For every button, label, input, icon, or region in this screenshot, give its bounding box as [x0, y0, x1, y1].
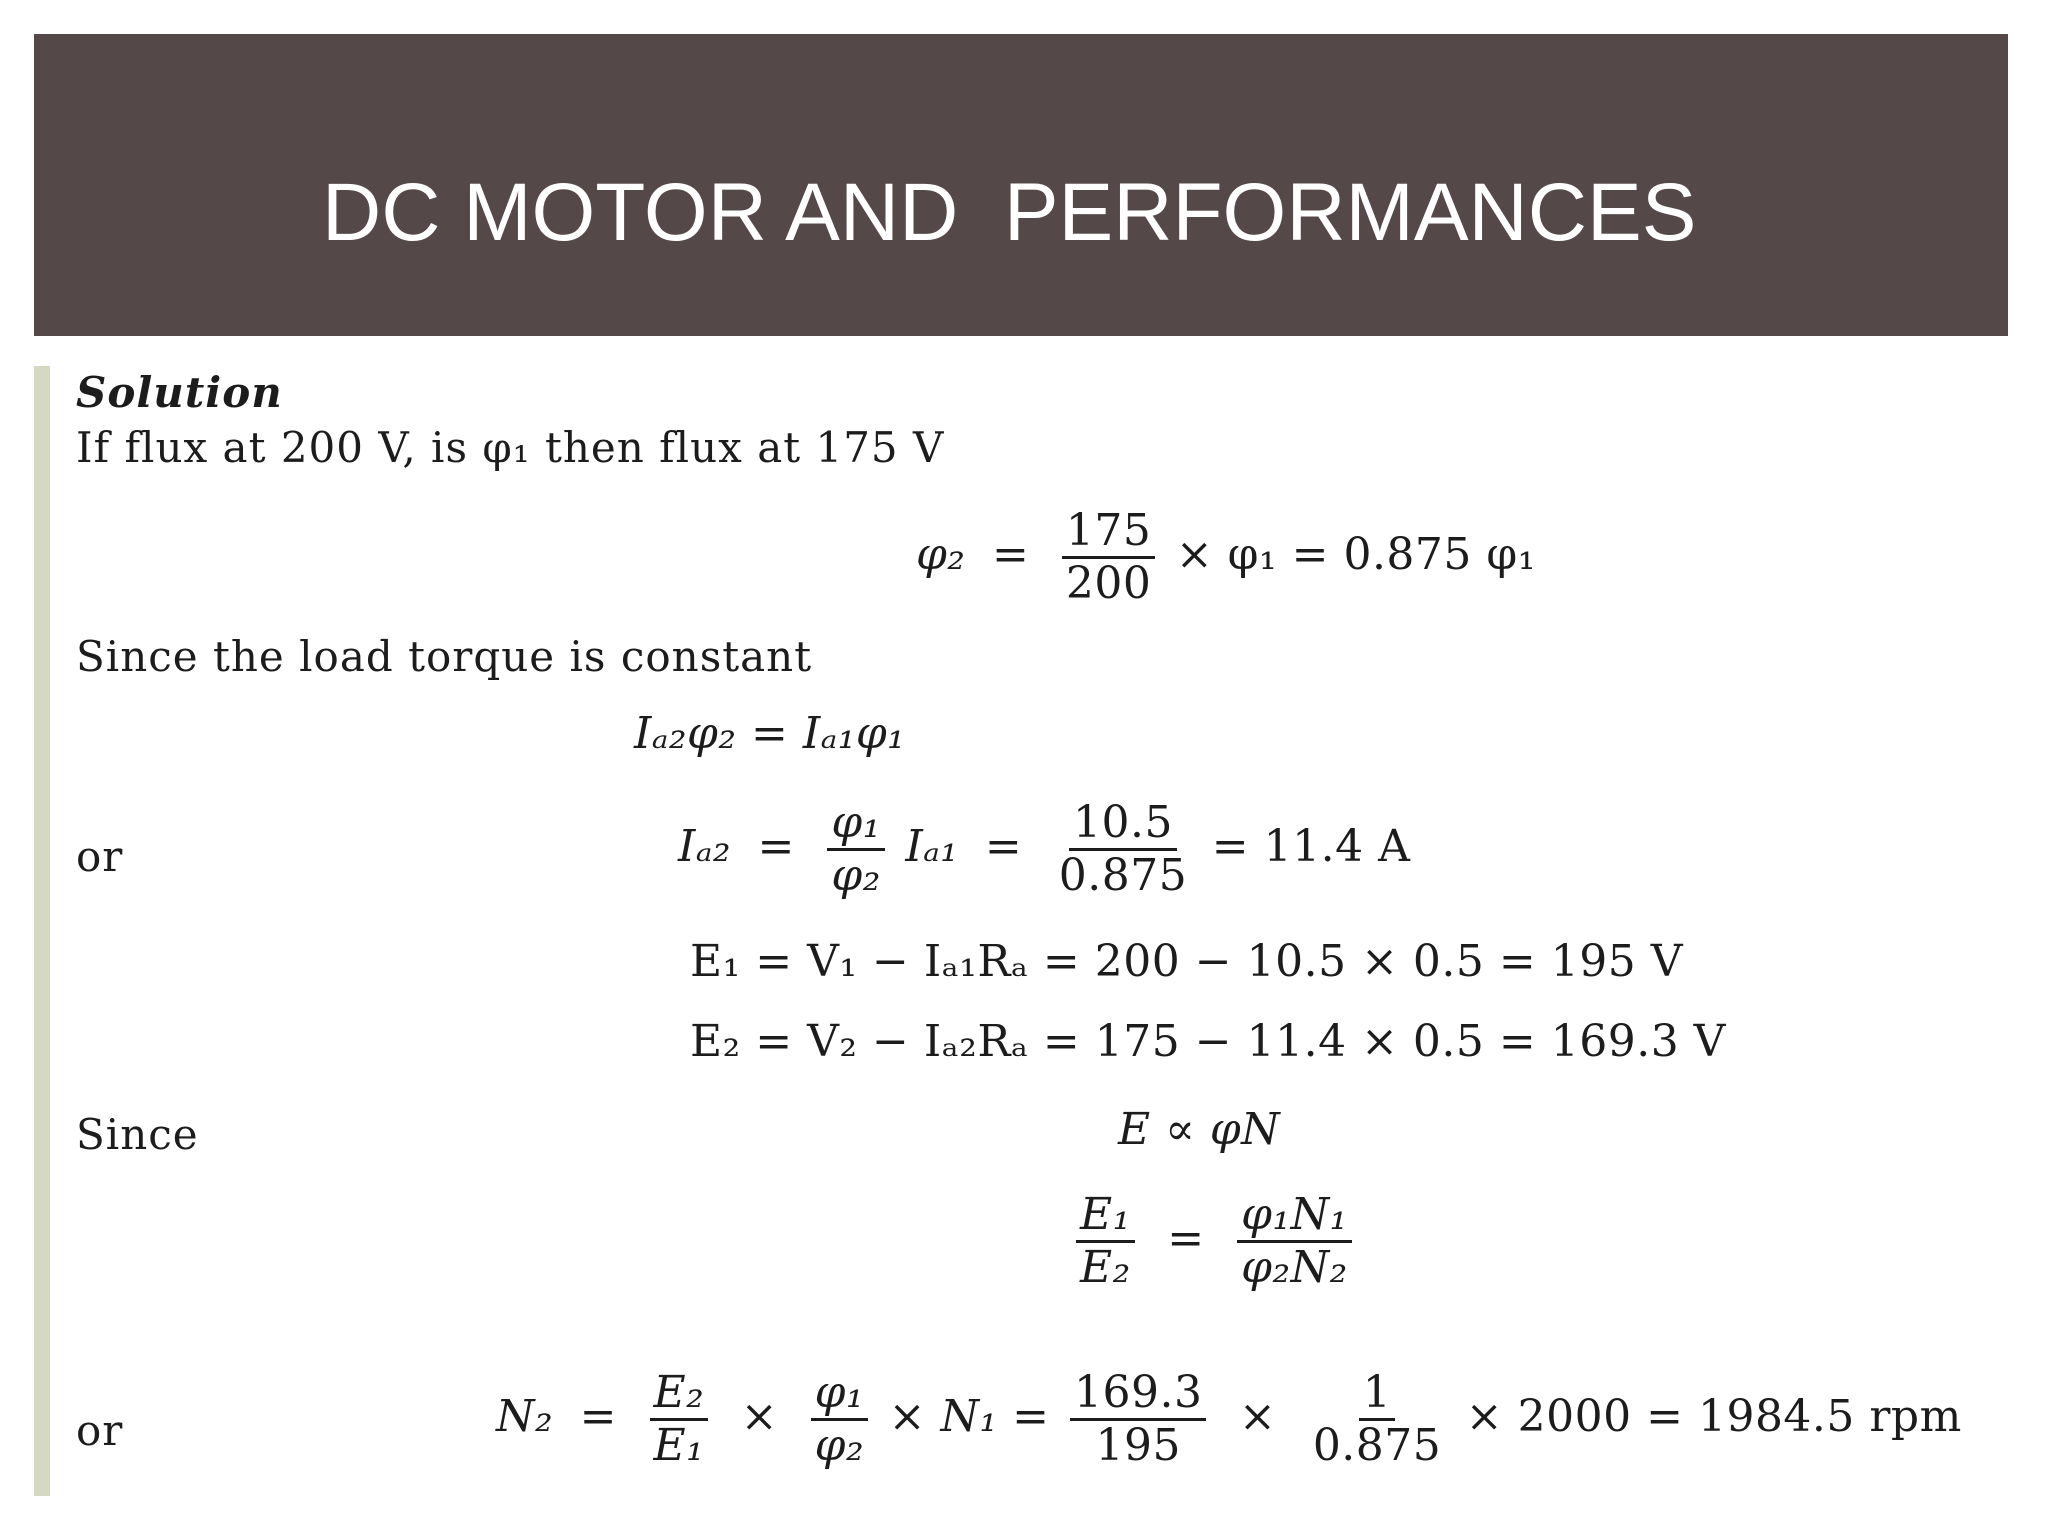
or-label-1: or	[76, 832, 124, 881]
equation-emf-1: E₁ = V₁ − Iₐ₁Rₐ = 200 − 10.5 × 0.5 = 195 V	[690, 936, 1683, 987]
eq3-f2-den: 0.875	[1058, 850, 1188, 902]
equation-speed	[496, 1367, 1962, 1472]
times-sign: ×	[1238, 1391, 1277, 1443]
eq8-f4n: 1	[1359, 1370, 1396, 1421]
eq1-fraction	[1062, 505, 1155, 610]
solution-heading: Solution	[76, 368, 283, 417]
eq3-f1-den: φ₂	[831, 850, 881, 902]
equals-sign: =	[757, 821, 795, 873]
eq3-fraction-1	[827, 797, 884, 902]
eq8-f3d: 195	[1095, 1420, 1181, 1472]
eq8-mid: × N₁ =	[888, 1391, 1050, 1443]
eq3-rhs: = 11.4 A	[1211, 821, 1411, 873]
equation-torque: Iₐ₂φ₂ = Iₐ₁φ₁	[634, 708, 906, 759]
eq8-f4d: 0.875	[1312, 1420, 1442, 1472]
eq7-n2: φ₁N₁	[1237, 1192, 1352, 1243]
eq8-fraction-1	[650, 1367, 709, 1472]
eq3-f1-num: φ₁	[827, 800, 884, 851]
eq8-fraction-2	[811, 1367, 868, 1472]
eq3-f2-num: 10.5	[1069, 800, 1177, 851]
eq7-d1: E₂	[1080, 1242, 1131, 1294]
eq7-fraction-2	[1237, 1189, 1352, 1294]
eq1-rest: × φ₁ = 0.875 φ₁	[1175, 529, 1536, 581]
eq8-f3n: 169.3	[1070, 1370, 1206, 1421]
equation-current	[678, 797, 1411, 902]
eq8-f1n: E₂	[650, 1370, 709, 1421]
since-label: Since	[76, 1110, 199, 1159]
eq8-fraction-3	[1070, 1367, 1206, 1472]
eq7-fraction-1	[1076, 1189, 1135, 1294]
eq8-rhs: × 2000 = 1984.5 rpm	[1465, 1391, 1962, 1443]
load-torque-text: Since the load torque is constant	[76, 632, 813, 681]
eq1-lhs: φ₂	[916, 529, 966, 581]
eq7-d2: φ₂N₂	[1241, 1242, 1348, 1294]
equals-sign: =	[984, 821, 1023, 873]
slide-title: DC MOTOR AND PERFORMANCES	[322, 167, 1697, 258]
times-sign: ×	[740, 1391, 779, 1443]
eq3-mid: Iₐ₁	[905, 821, 959, 873]
or-label-2: or	[76, 1406, 124, 1455]
equals-sign: =	[579, 1391, 618, 1443]
eq8-f2d: φ₂	[814, 1420, 865, 1472]
eq8-lhs: N₂	[496, 1391, 554, 1443]
eq8-fraction-4	[1309, 1367, 1445, 1472]
eq3-lhs: Iₐ₂	[678, 821, 732, 873]
equation-ratio	[1070, 1189, 1358, 1294]
equals-sign: =	[1167, 1213, 1205, 1265]
eq3-fraction-2	[1055, 797, 1191, 902]
equals-sign: =	[991, 529, 1030, 581]
eq7-n1: E₁	[1076, 1192, 1135, 1243]
equation-emf-2: E₂ = V₂ − Iₐ₂Rₐ = 175 − 11.4 × 0.5 = 169.3 V	[690, 1016, 1726, 1067]
eq1-den: 200	[1065, 558, 1152, 610]
eq8-f1d: E₁	[653, 1420, 705, 1472]
equation-flux	[916, 505, 1536, 610]
eq8-f2n: φ₁	[811, 1370, 868, 1421]
eq1-num: 175	[1062, 508, 1155, 559]
intro-text: If flux at 200 V, is φ₁ then flux at 175 V	[76, 423, 945, 472]
equation-proportional: E ∝ φN	[1118, 1104, 1281, 1155]
